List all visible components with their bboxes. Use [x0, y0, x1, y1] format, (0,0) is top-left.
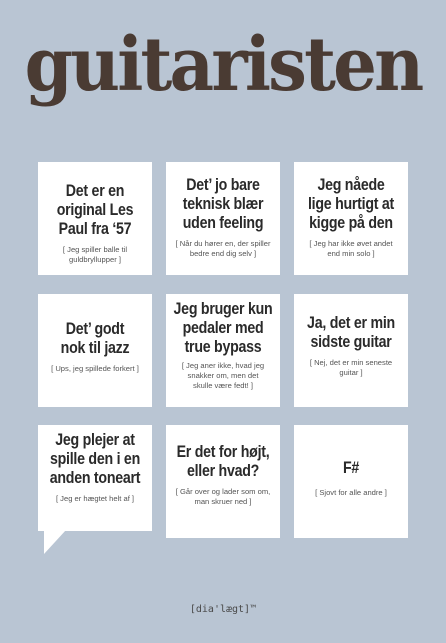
- quote-card: [166, 294, 280, 407]
- quote-subtext: [ Jeg har ikke øvet andet end min solo ]: [309, 239, 393, 258]
- quote-text: Er det for højt, eller hvad?: [176, 443, 270, 480]
- quote-subtext: [ Ups, jeg spillede forkert ]: [51, 364, 139, 373]
- quote-grid: [38, 162, 410, 542]
- quote-text: Ja, det er min sidste guitar: [307, 314, 395, 351]
- quote-card: [294, 162, 408, 275]
- speech-bubble-tail: [44, 530, 66, 554]
- quote-subtext: [ Jeg spiller balle til guldbryllupper ]: [62, 245, 128, 264]
- quote-card: [166, 425, 280, 538]
- quote-subtext: [ Når du hører en, der spiller bedre end dig selv ]: [175, 239, 271, 258]
- quote-subtext: [ Jeg aner ikke, hvad jeg snakker om, men det skulle være fedt! ]: [181, 361, 265, 390]
- quote-subtext: [ Går over og lader som om, man skruer ned ]: [175, 487, 271, 506]
- quote-text: Jeg bruger kun pedaler med true bypass: [173, 300, 273, 356]
- quote-card: [38, 294, 152, 407]
- quote-card: [166, 162, 280, 275]
- quote-card: [38, 162, 152, 275]
- quote-card: [294, 425, 408, 538]
- quote-card: [294, 294, 408, 407]
- quote-text: Jeg plejer at spille den i en anden toneart: [49, 431, 141, 487]
- quote-subtext: [ Jeg er hægtet helt af ]: [55, 494, 135, 503]
- speech-bubble-card: [38, 425, 152, 531]
- quote-subtext: [ Nej, det er min seneste guitar ]: [309, 358, 393, 377]
- quote-text: Det er en original Les Paul fra ‘57: [56, 182, 134, 238]
- quote-text: Det’ jo bare teknisk blær uden feeling: [182, 176, 264, 232]
- quote-text: Det’ godt nok til jazz: [60, 320, 130, 357]
- brand-logo: [dia'lægt]™: [189, 604, 257, 615]
- quote-text: Jeg nåede lige hurtigt at kigge på den: [308, 176, 394, 232]
- poster-title: guitaristen: [24, 22, 422, 108]
- quote-subtext: [ Sjovt for alle andre ]: [315, 488, 387, 497]
- quote-text: F#: [342, 459, 360, 477]
